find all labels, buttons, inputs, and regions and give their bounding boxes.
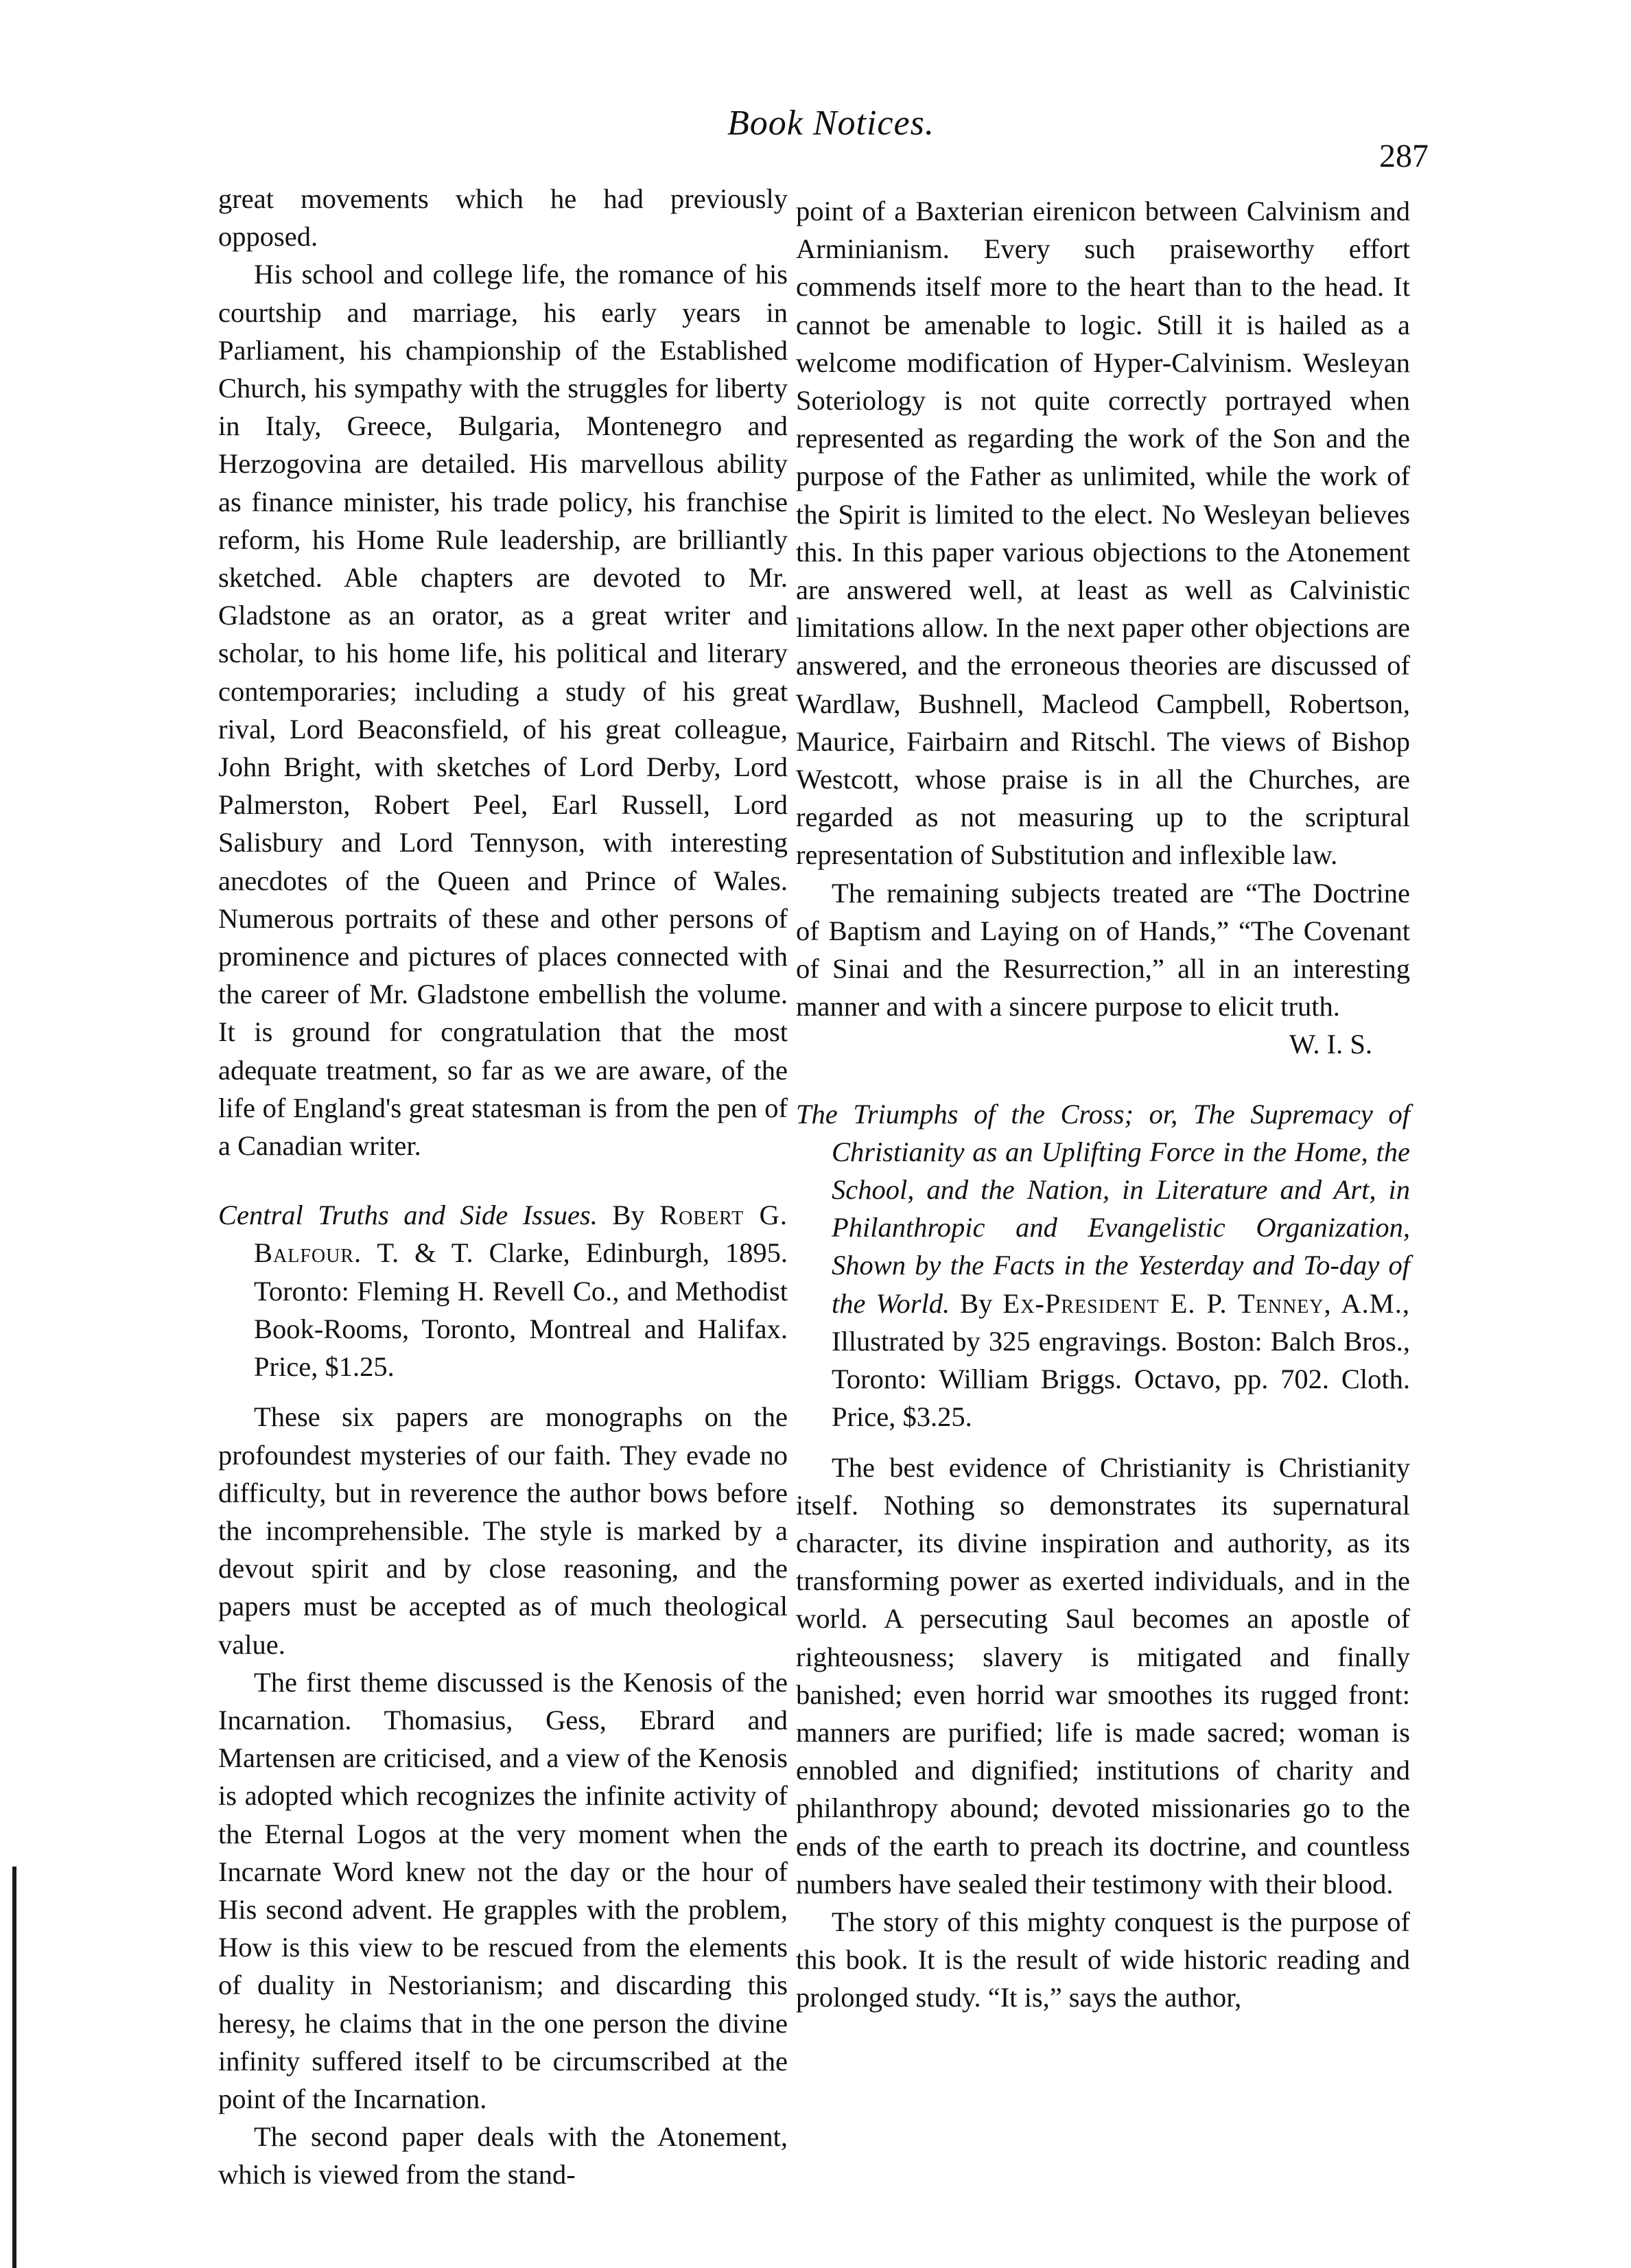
margin-rule [12, 1867, 16, 2268]
book-title: The Triumphs of the Cross; or, The Supremacy of Christianity as an Uplifting Force in the Home, the School, and the Nation, in Literature and Art, in Philanthropic and Evangelistic Organization, Shown by the Facts in the Yesterday and To-day of the World. [796, 1098, 1410, 1319]
book-imprint: Illustrated by 325 engravings. Boston: Balch Bros., Toronto: William Briggs. Octavo, pp. 702. Cloth. Price, $3.25. [832, 1325, 1410, 1433]
review-paragraph: The remaining subjects treated are “The Doctrine of Baptism and Laying on of Hands,” “The Covenant of Sinai and the Resurrection,” all in an interesting manner and with a sincere purpose to elicit truth. [796, 877, 1410, 1022]
reviewer-signature: W. I. S. [1289, 1029, 1372, 1060]
by-word: By [960, 1287, 993, 1319]
page-number: 287 [1379, 138, 1429, 174]
section-gap [796, 1436, 1410, 1449]
right-column [796, 192, 1410, 2017]
running-head: Book Notices. [727, 104, 935, 143]
review-paragraph: The first theme discussed is the Kenosis of the Incarnation. Thomasius, Gess, Ebrard and Martensen are criticised, and a view of the Kenosis is adopted which recognizes the infinite activity of the Eternal Logos at the very moment when the Incarnate Word knew not the day or the hour of His second advent. He grapples with the problem, How is this view to be rescued from the elements of duality in Nestorianism; and discarding this heresy, he claims that in the one person the divine infinity suffered itself to be circumscribed at the point of the Incarnation. [218, 1666, 788, 2114]
review-paragraph: point of a Baxterian eirenicon between Calvinism and Arminianism. Every such praiseworthy effort commends itself more to the heart than to the head. It cannot be amenable to logic. Still it is hailed as a welcome modification of Hyper-Calvinism. Wesleyan Soteriology is not quite correctly portrayed when represented as regarding the work of the Son and the purpose of the Father as unlimited, while the work of the Spirit is limited to the elect. No Wesleyan believes this. In this paper various objections to the Atonement are answered well, at least as well as Calvinistic limitations allow. In the next paper other objections are answered, and the erroneous theories are discussed of Wardlaw, Bushnell, Macleod Campbell, Robertson, Maurice, Fairbairn and Ritschl. The views of Bishop Westcott, whose praise is in all the Churches, are regarded as not measuring up to the scriptural representation of Substitution and inflexible law. [796, 196, 1410, 871]
section-gap [218, 1165, 788, 1196]
book-imprint: T. & T. Clarke, Edinburgh, 1895. Toronto: Fleming H. Revell Co., and Methodist Book-Rooms, Toronto, Montreal and Halifax. Price, $1.25. [254, 1237, 788, 1383]
gladstone-review-paragraph: His school and college life, the romance of his courtship and marriage, his early years in Parliament, his championship of the Established Church, his sympathy with the struggles for liberty in Italy, Greece, Bulgaria, Montenegro and Herzogovina are detailed. His marvellous ability as finance minister, his trade policy, his franchise reform, his Home Rule leadership, are brilliantly sketched. Able chapters are devoted to Mr. Gladstone as an orator, as a great writer and scholar, to his home life, his political and literary contemporaries; including a study of his great rival, Lord Beaconsfield, of his great colleague, John Bright, with sketches of Lord Derby, Lord Palmerston, Robert Peel, Earl Russell, Lord Salisbury and Lord Tennyson, with interesting anecdotes of the Queen and Prince of Wales. Numerous portraits of these and other persons of prominence and pictures of places connected with the career of Mr. Gladstone embellish the volume. It is ground for congratulation that the most adequate treatment, so far as we are aware, of the life of England's great statesman is from the pen of a Canadian writer. [218, 259, 788, 1162]
by-word: By [612, 1200, 645, 1231]
section-gap [796, 1064, 1410, 1095]
book-notice-heading [796, 1095, 1410, 1436]
review-paragraph: These six papers are monographs on the profoundest mysteries of our faith. They evade no difficulty, but in reverence the author bows before the incomprehensible. The style is marked by a devout spirit and by close reasoning, and the papers must be accepted as of much theological value. [218, 1401, 788, 1660]
review-paragraph: The second paper deals with the Atonement, which is viewed from the stand- [218, 2121, 788, 2190]
book-author: Ex-President E. P. Tenney, A.M., [1002, 1287, 1410, 1319]
book-author: Robert G. Balfour. [254, 1200, 788, 1269]
book-notice-heading [218, 1196, 788, 1386]
book-title: Central Truths and Side Issues. [218, 1200, 598, 1231]
continuation-text: great movements which he had previously opposed. [218, 183, 788, 253]
review-paragraph: The story of this mighty conquest is the purpose of this book. It is the result of wide historic reading and prolonged study. “It is,” says the author, [796, 1906, 1410, 2013]
left-column [218, 180, 788, 2194]
section-gap [218, 1386, 788, 1398]
review-paragraph: The best evidence of Christianity is Christianity itself. Nothing so demonstrates its supernatural character, its divine inspiration and authority, as its transforming power as exerted individuals, and in the world. A persecuting Saul becomes an apostle of righteousness; slavery is mitigated and finally banished; even horrid war smoothes its rugged front: manners are purified; life is made sacred; woman is ennobled and dignified; institutions of charity and philanthropy abound; devoted missionaries go to the ends of the earth to preach its doctrine, and countless numbers have sealed their testimony with their blood. [796, 1451, 1410, 1899]
